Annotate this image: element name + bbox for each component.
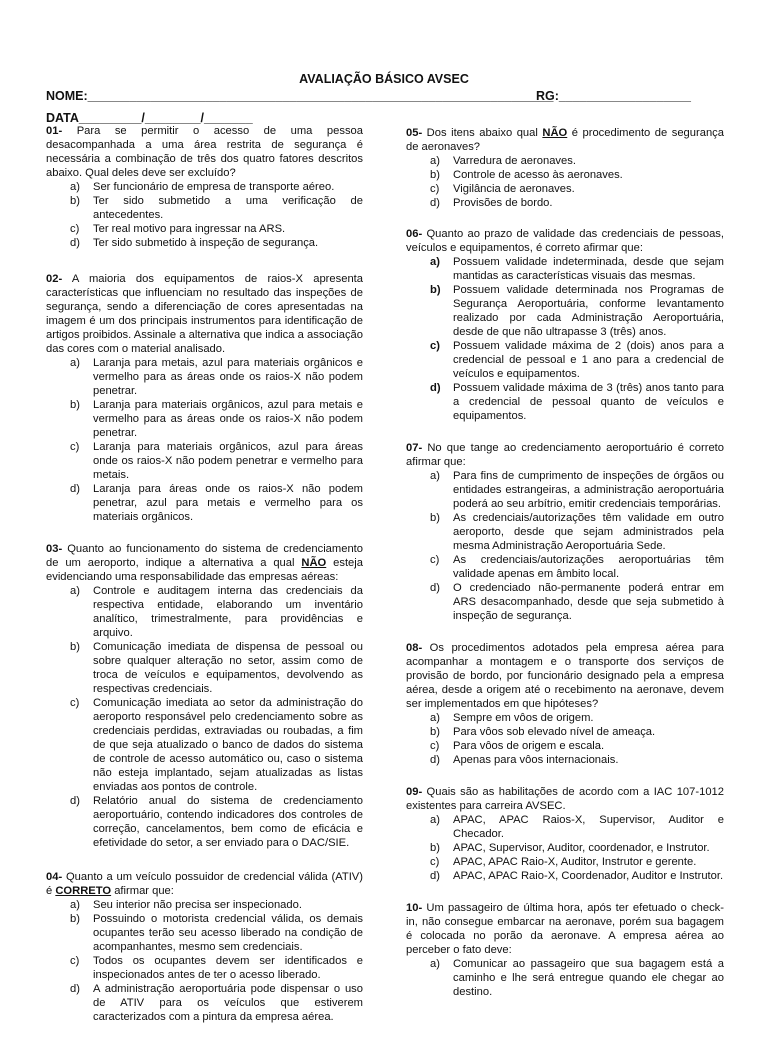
question-number: 02-	[46, 273, 63, 285]
option-b: b) Para vôos sob elevado nível de ameaça.	[430, 726, 656, 738]
question-number: 05-	[406, 127, 423, 139]
option-c: c) Comunicação imediata ao setor da administração do aeroporto responsável pelo credenciamento sobre as credenciais perdidas, extraviadas ou roubadas, a fim de que seja atualizado o banco de dados do sistema de controle de acesso automático ou, caso o sistema não esteja implantado, sejam atualizadas as listas enviadas aos pontos de controle.	[70, 697, 363, 793]
question-02	[46, 272, 363, 524]
question-text: Quais são as habilitações de acordo com a IAC 107-1012 existentes para carreira AVSEC.	[406, 786, 724, 812]
left-column	[46, 124, 363, 1038]
emphasis-correto: CORRETO	[55, 885, 112, 897]
question-number: 04-	[46, 871, 63, 883]
option-a: a) Seu interior não precisa ser inspecionado.	[70, 899, 302, 911]
question-09	[406, 785, 724, 883]
option-d: d) Relatório anual do sistema de credenciamento aeroportuário, contendo indicadores dos controles de correção, cancelamentos, bem como de eficácia e efetividade do setor, a ser enviado para o DAC/SIE.	[70, 795, 363, 849]
question-text: No que tange ao credenciamento aeroportuário é correto afirmar que:	[406, 442, 724, 468]
question-text: Para se permitir o acesso de uma pessoa desacompanhada a uma área restrita de segurança é necessária a combinação de três dos quatro fatores descritos abaixo. Qual deles deve ser excluído?	[46, 125, 363, 179]
page-title: AVALIAÇÃO BÁSICO AVSEC	[299, 72, 469, 86]
question-05	[406, 126, 724, 210]
option-c: c) Para vôos de origem e escala.	[430, 740, 605, 752]
question-text: Quanto ao funcionamento do sistema de credenciamento de um aeroporto, indique a alternativa a qual	[46, 543, 363, 569]
option-c: c) As credenciais/autorizações aeroportuárias têm validade apenas em âmbito local.	[430, 554, 724, 580]
option-d: d) O credenciado não-permanente poderá entrar em ARS desacompanhado, desde que seja submetido à inspeção de segurança.	[430, 582, 724, 622]
option-d: d) APAC, APAC Raio-X, Coordenador, Auditor e Instrutor.	[430, 870, 724, 882]
question-text-end: afirmar que:	[111, 885, 174, 897]
question-number: 10-	[406, 902, 423, 914]
option-d: d) Provisões de bordo.	[430, 197, 553, 209]
option-b: b) Ter sido submetido a uma verificação de antecedentes.	[70, 195, 363, 221]
question-number: 07-	[406, 442, 423, 454]
question-07	[406, 441, 724, 623]
question-text-end: esteja evidenciando uma responsabilidade das empresas aéreas:	[46, 557, 363, 583]
option-d: d) Possuem validade máxima de 3 (três) anos tanto para a credencial de pessoal quanto de veículos e equipamentos.	[430, 382, 724, 422]
rg-field: RG:___________________	[536, 89, 691, 103]
option-c: c) APAC, APAC Raio-X, Auditor, Instrutor e gerente.	[430, 856, 697, 868]
question-04	[46, 870, 363, 1024]
right-column	[406, 126, 724, 1013]
option-d: d) Apenas para vôos internacionais.	[430, 754, 619, 766]
option-c: c) Possuem validade máxima de 2 (dois) anos para a credencial de pessoal e 1 ano para a credencial de veículos e equipamentos.	[430, 340, 724, 380]
question-08	[406, 641, 724, 767]
option-a: a) Controle e auditagem interna das credenciais da respectiva entidade, elaborando um inventário analítico, trimestralmente, para providências e arquivo.	[70, 585, 363, 639]
question-text: Dos itens abaixo qual	[422, 127, 543, 139]
option-b: b) Possuindo o motorista credencial válida, os demais ocupantes terão seu acesso liberado na condição de acompanhantes, mesmo sem credenciais.	[70, 913, 363, 953]
option-b: b) Comunicação imediata de dispensa de pessoal ou sobre qualquer alteração no setor, assim como de troca de veículos e equipamentos, devolvendo as respectivas credenciais.	[70, 641, 363, 695]
option-a: a) APAC, APAC Raios-X, Supervisor, Auditor e Checador.	[430, 814, 724, 840]
option-a: a) Varredura de aeronaves.	[430, 155, 576, 167]
option-a: a) Comunicar ao passageiro que sua bagagem está a caminho e lhe será entregue quando ele chegar ao destino.	[430, 958, 724, 998]
option-a: a) Possuem validade indeterminada, desde que sejam mantidas as características visuais das mesmas.	[430, 256, 724, 282]
question-number: 03-	[46, 543, 63, 555]
option-c: c) Todos os ocupantes devem ser identificados e inspecionados antes de ter o acesso liberado.	[70, 955, 363, 981]
option-a: a) Ser funcionário de empresa de transporte aéreo.	[70, 181, 335, 193]
question-text: Os procedimentos adotados pela empresa aérea para acompanhar a montagem e o transporte dos serviços de provisão de bordo, por funcionário designado pela a empresa aérea, desde a origem até o recebimento na aeronave, devem ser implementados em que hipóteses?	[406, 642, 724, 710]
question-number: 09-	[406, 786, 423, 798]
option-c: c) Laranja para materiais orgânicos, azul para áreas onde os raios-X não podem penetrar e vermelho para metais.	[70, 441, 363, 481]
emphasis-nao: NÃO	[542, 127, 568, 139]
option-d: d) Laranja para áreas onde os raios-X não podem penetrar, azul para metais e vermelho para os materiais orgânicos.	[70, 483, 363, 523]
question-10	[406, 901, 724, 999]
option-a: a) Sempre em vôos de origem.	[430, 712, 594, 724]
question-text: Quanto a um veículo possuidor de credencial válida (ATIV) é	[46, 871, 363, 897]
emphasis-nao: NÃO	[301, 557, 327, 569]
question-03	[46, 542, 363, 850]
question-06	[406, 227, 724, 423]
option-d: d) A administração aeroportuária pode dispensar o uso de ATIV para os veículos que estiverem caracterizados com a pintura da empresa aérea.	[70, 983, 363, 1023]
option-b: b) APAC, Supervisor, Auditor, coordenador, e Instrutor.	[430, 842, 710, 854]
data-field: DATA_________/________/_______	[46, 111, 253, 125]
option-a: a) Laranja para metais, azul para materiais orgânicos e vermelho para as áreas onde os raios-X não podem penetrar.	[70, 357, 363, 397]
question-text: A maioria dos equipamentos de raios-X apresenta características que influenciam no resultado das inspeções de segurança, sendo a diferenciação de cores apresentadas na imagem é um dos principais instrumentos para identificação de artigos proibidos. Assinale a alternativa que indica a associação das cores com o material analisado.	[46, 273, 363, 355]
option-b: b) As credenciais/autorizações têm validade em outro aeroporto, desde que sejam administrados pela mesma Administração Aeroportuária Sede.	[430, 512, 724, 552]
nome-field: NOME:___________________________________________________________________	[46, 89, 554, 103]
option-b: b) Possuem validade determinada nos Programas de Segurança Aeroportuária, conforme levantamento realizado por cada Administração Aeroportuária, desde de que não ultrapasse 3 (três) anos.	[430, 284, 724, 338]
question-number: 06-	[406, 228, 423, 240]
question-text: Quanto ao prazo de validade das credenciais de pessoas, veículos e equipamentos, é correto afirmar que:	[406, 228, 724, 254]
option-b: b) Laranja para materiais orgânicos, azul para metais e vermelho para as áreas onde os raios-X não podem penetrar.	[70, 399, 363, 439]
question-text: Um passageiro de última hora, após ter efetuado o check-in, não consegue embarcar na aeronave, porém sua bagagem é colocada no porão da aeronave. A empresa aérea ao perceber o fato deve:	[406, 902, 724, 956]
option-c: c) Vigilância de aeronaves.	[430, 183, 575, 195]
question-01	[46, 124, 363, 250]
question-number: 01-	[46, 125, 63, 137]
option-b: b) Controle de acesso às aeronaves.	[430, 169, 623, 181]
option-c: c) Ter real motivo para ingressar na ARS.	[70, 223, 286, 235]
question-text-end: é procedimento de segurança de aeronaves?	[406, 127, 724, 153]
option-a: a) Para fins de cumprimento de inspeções de órgãos ou entidades estrangeiras, a administração aeroportuária poderá ao seu arbítrio, emitir credenciais temporárias.	[430, 470, 724, 510]
option-d: d) Ter sido submetido à inspeção de segurança.	[70, 237, 319, 249]
question-number: 08-	[406, 642, 423, 654]
